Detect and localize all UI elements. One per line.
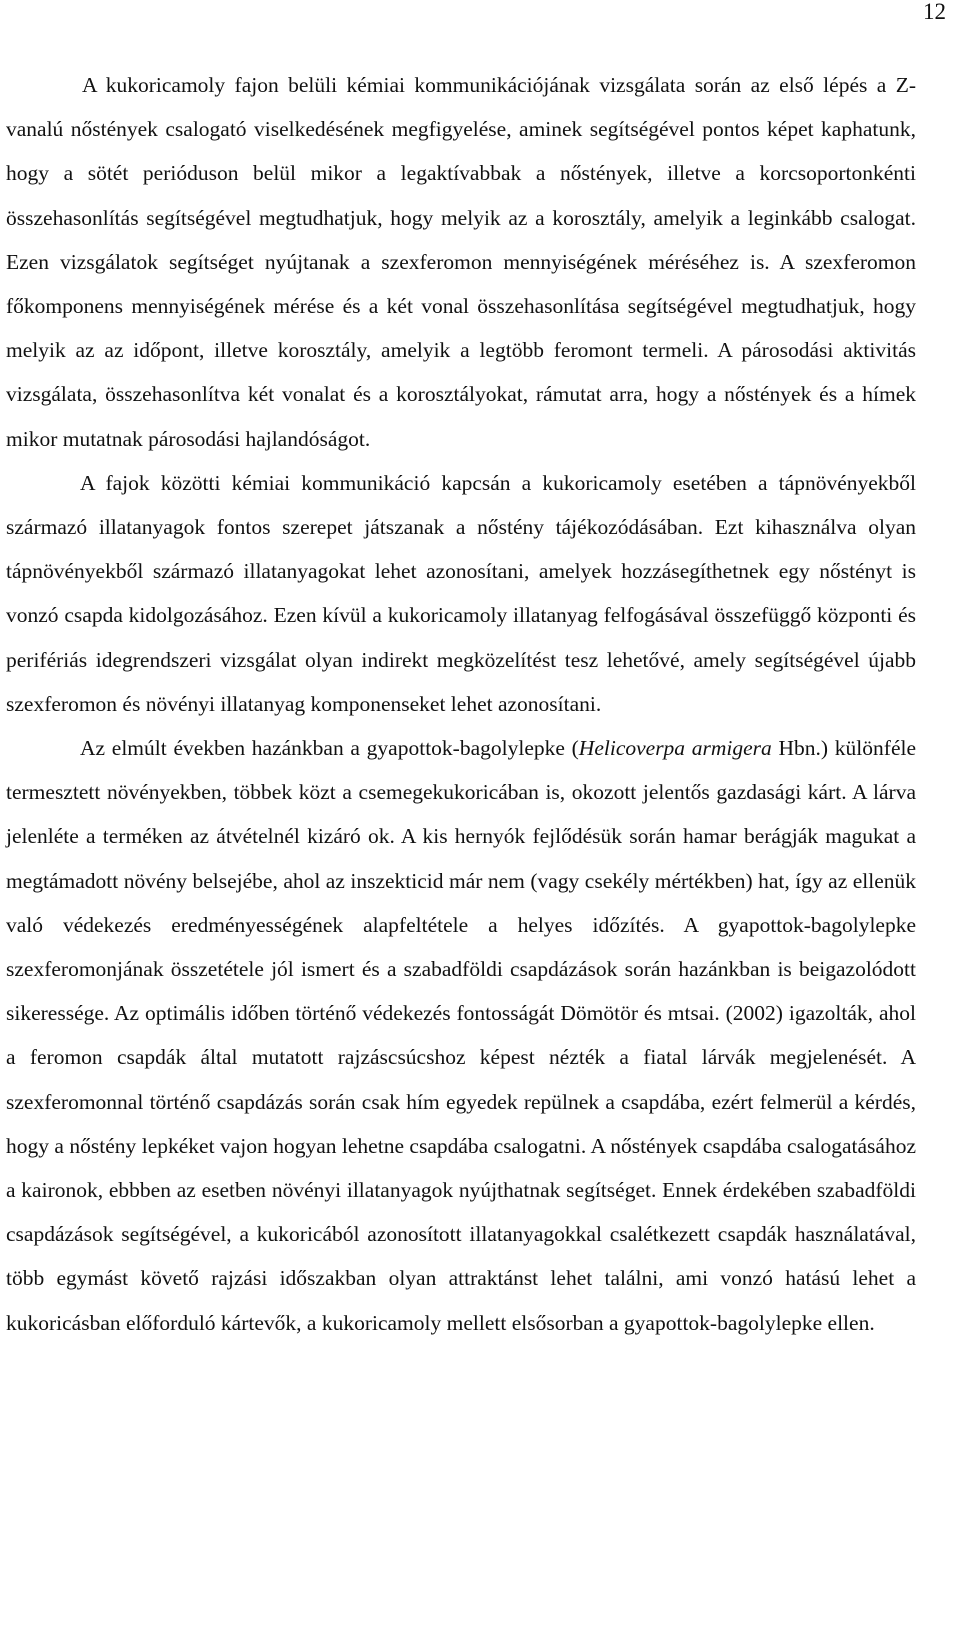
paragraph-3-text-before: Az elmúlt években hazánkban a gyapottok-bagolylepke ( [80, 736, 579, 761]
paragraph-3 [6, 726, 916, 1345]
page-number: 12 [923, 0, 946, 24]
body-text [6, 63, 916, 1345]
species-name-italic: Helicoverpa armigera [578, 736, 772, 761]
paragraph-2: A fajok közötti kémiai kommunikáció kapcsán a kukoricamoly esetében a tápnövényekből származó illatanyagok fontos szerepet játszanak a nőstény tájékozódásában. Ezt kihasználva olyan tápnövényekből származó illatanyagokat lehet azonosítani, amelyek hozzásegíthetnek egy nőstényt is vonzó csapda kidolgozásához. Ezen kívül a kukoricamoly illatanyag felfogásával összefüggő központi és perifériás idegrendszeri vizsgálat olyan indirekt megközelítést tesz lehetővé, amely segítségével újabb szexferomon és növényi illatanyag komponenseket lehet azonosítani. [6, 470, 916, 716]
paragraph-1: A kukoricamoly fajon belüli kémiai kommunikációjának vizsgálata során az első lépés a Z-vanalú nőstények csalogató viselkedésének megfigyelése, aminek segítségével pontos képet kaphatunk, hogy a sötét perióduson belül mikor a legaktívabbak a nőstények, illetve a korcsoportonkénti összehasonlítás segítségével megtudhatjuk, hogy melyik az a korosztály, amelyik a leginkább csalogat. Ezen vizsgálatok segítséget nyújtanak a szexferomon mennyiségének méréséhez is. A szexferomon főkomponens mennyiségének mérése és a két vonal összehasonlítása segítségével megtudhatjuk, hogy melyik az az időpont, illetve korosztály, amelyik a legtöbb feromont termeli. A párosodási aktivitás vizsgálata, összehasonlítva két vonalat és a korosztályokat, rámutat arra, hogy a nőstények és a hímek mikor mutatnak párosodási hajlandóságot. [6, 73, 916, 451]
paragraph-3-text-after: Hbn.) különféle termesztett növényekben, többek közt a csemegekukoricában is, okozott jelentős gazdasági kárt. A lárva jelenléte a terméken az átvételnél kizáró ok. A kis hernyók fejlődésük során hamar berágják magukat a megtámadott növény belsejébe, ahol az inszekticid már nem (vagy csekély mértékben) hat, így az ellenük való védekezés eredményességének alapfeltétele a helyes időzítés. A gyapottok-bagolylepke szexferomonjának összetétele jól ismert és a szabadföldi csapdázások során hazánkban is beigazolódott sikeressége. Az optimális időben történő védekezés fontosságát Dömötör és mtsai. (2002) igazolták, ahol a feromon csapdák által mutatott rajzáscsúcshoz képest nézték a fiatal lárvák megjelenését. A szexferomonnal történő csapdázás során csak hím egyedek repülnek a csapdába, ezért felmerül a kérdés, hogy a nőstény lepkéket vajon hogyan lehetne csapdába csalogatni. A nőstények csapdába csalogatásához a kaironok, ebbben az esetben növényi illatanyagok nyújthatnak segítséget. Ennek érdekében szabadföldi csapdázások segítségével, a kukoricából azonosított illatanyagokkal csalétkezett csapdák használatával, több egymást követő rajzási időszakban olyan attraktánst lehet találni, ami vonzó hatású lehet a kukoricásban előforduló kártevők, a kukoricamoly mellett elsősorban a gyapottok-bagolylepke ellen. [6, 736, 916, 1335]
